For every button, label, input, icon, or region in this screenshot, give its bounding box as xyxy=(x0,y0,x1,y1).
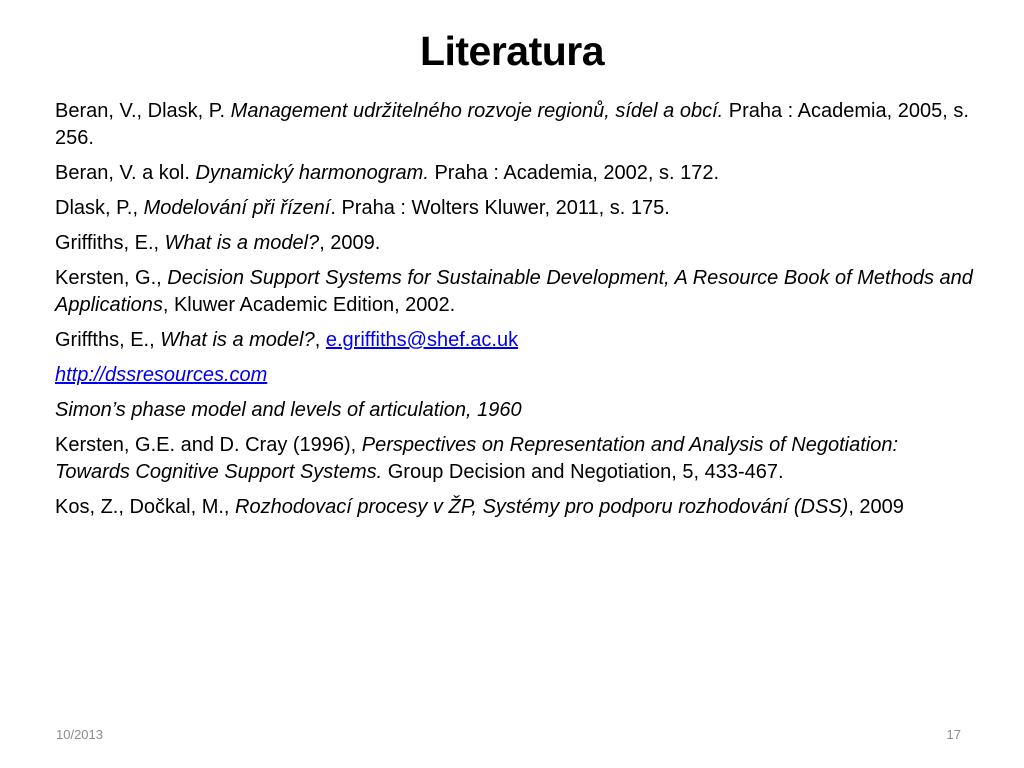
reference-authors: Griffths, E., xyxy=(55,329,161,351)
reference-title: Rozhodovací procesy v ŽP, Systémy pro podporu rozhodování (DSS) xyxy=(235,496,849,518)
reference-authors: Beran, V., Dlask, P. xyxy=(55,100,231,122)
reference-item-griffths-email xyxy=(55,327,975,354)
reference-title: Perspectives on Representation and Analysis of Negotiation: Towards Cognitive Support Systems. xyxy=(55,434,899,483)
reference-authors: Kersten, G.E. and D. Cray (1996), xyxy=(55,434,362,456)
dssresources-link[interactable] xyxy=(55,364,267,386)
reference-separator: , xyxy=(314,329,326,351)
reference-authors: Griffiths, E., xyxy=(55,232,165,254)
reference-publisher: , Kluwer Academic Edition, 2002. xyxy=(162,294,456,316)
reference-item-griffiths xyxy=(55,230,975,257)
footer-date: 10/2013 xyxy=(56,727,103,742)
reference-authors: Kos, Z., Dočkal, M., xyxy=(55,496,236,518)
reference-title: What is a model? xyxy=(160,329,315,351)
reference-item-kersten-dss xyxy=(55,265,975,319)
reference-publisher: . Praha : Wolters Kluwer, 2011, s. 175. xyxy=(330,197,670,219)
email-link[interactable]: e.griffiths@shef.ac.uk xyxy=(325,329,519,351)
slide-title: Literatura xyxy=(419,28,605,74)
reference-authors: Dlask, P., xyxy=(55,197,144,219)
reference-title: Simon’s phase model and levels of articulation, 1960 xyxy=(55,399,522,421)
reference-publisher: Group Decision and Negotiation, 5, 433-467. xyxy=(382,461,784,483)
reference-item-dlask xyxy=(55,195,975,222)
reference-list xyxy=(55,98,975,529)
reference-title: Decision Support Systems for Sustainable Development, A Resource Book of Methods and Applications xyxy=(55,267,973,316)
reference-publisher: Praha : Academia, 2002, s. 172. xyxy=(428,162,720,184)
reference-item-dssresources xyxy=(55,362,975,389)
reference-item-kersten-cray xyxy=(55,432,975,486)
reference-item-kos-dockal xyxy=(55,494,975,521)
reference-title: Modelování při řízení xyxy=(143,197,331,219)
reference-title: Management udržitelného rozvoje regionů, sídel a obcí. xyxy=(230,100,724,122)
reference-item-simon xyxy=(55,397,975,424)
footer-page-number: 17 xyxy=(946,727,961,742)
reference-title: What is a model? xyxy=(164,232,320,254)
reference-publisher: Praha : Academia, 2005, s. 256. xyxy=(55,100,969,149)
reference-title: Dynamický harmonogram. xyxy=(195,162,429,184)
reference-authors: Beran, V. a kol. xyxy=(55,162,196,184)
reference-authors: Kersten, G., xyxy=(55,267,168,289)
reference-publisher: , 2009 xyxy=(848,496,904,518)
reference-item-beran-kol xyxy=(55,160,975,187)
reference-item-beran-dlask xyxy=(55,98,975,152)
reference-publisher: , 2009. xyxy=(319,232,381,254)
dssresources-link-text: http://dssresources.com xyxy=(55,364,268,386)
